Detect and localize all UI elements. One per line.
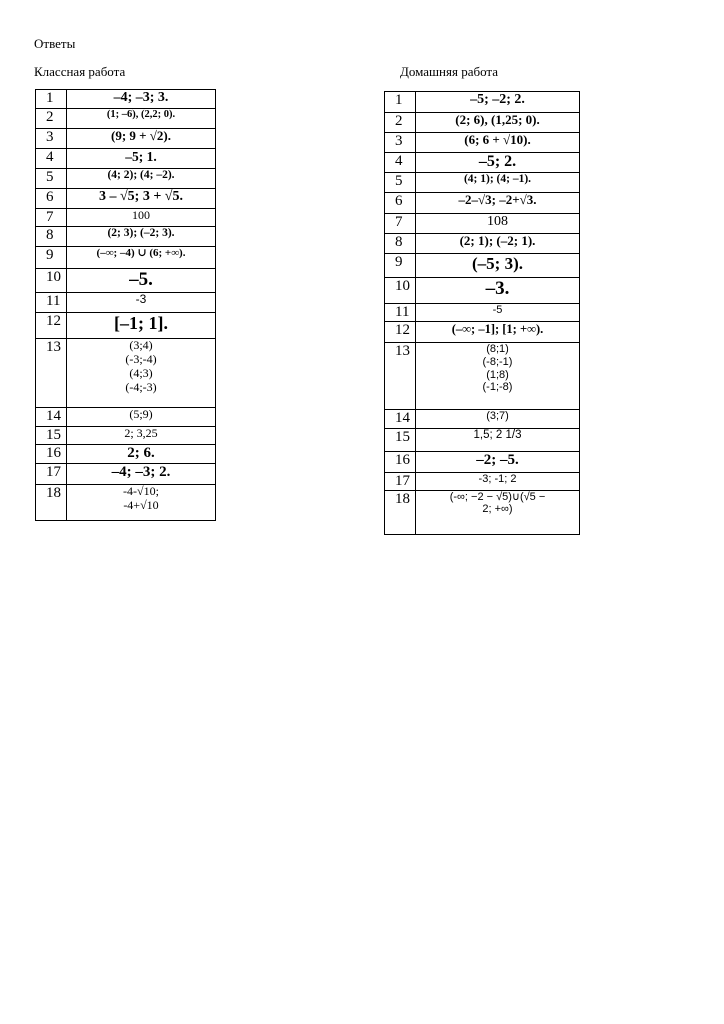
task-number: 8 (36, 227, 67, 247)
answer-cell (67, 209, 216, 227)
task-number: 5 (36, 169, 67, 189)
answer-line: 100 (132, 208, 150, 222)
task-number: 11 (385, 304, 416, 322)
classwork-row-2 (36, 109, 216, 129)
homework-row-12 (385, 322, 580, 343)
classwork-row-6 (36, 189, 216, 209)
answer-line: (4; 2); (4; –2). (107, 169, 175, 181)
task-number: 16 (36, 444, 67, 463)
answer-line: –2; –5. (476, 451, 519, 468)
answer-cell (416, 234, 580, 254)
answer-line: (2; 3); (–2; 3). (107, 227, 175, 240)
homework-row-1 (385, 92, 580, 113)
answer-cell (416, 214, 580, 234)
answer-line: (1; –6), (2,2; 0). (106, 109, 176, 120)
homework-row-7 (385, 214, 580, 234)
classwork-row-9 (36, 247, 216, 269)
task-number: 2 (36, 109, 67, 129)
task-number: 12 (385, 322, 416, 343)
task-number: 3 (36, 129, 67, 149)
answer-cell (416, 173, 580, 193)
classwork-row-4 (36, 149, 216, 169)
answer-line: 108 (487, 214, 508, 229)
homework-row-14 (385, 410, 580, 428)
task-number: 6 (36, 189, 67, 209)
answer-cell (67, 339, 216, 408)
answer-cell (67, 90, 216, 109)
classwork-row-15 (36, 426, 216, 444)
task-number: 10 (385, 278, 416, 304)
homework-heading: Домашняя работа (400, 64, 499, 79)
answer-cell (416, 428, 580, 451)
answer-line: 2; 3,25 (124, 425, 158, 440)
task-number: 7 (36, 209, 67, 227)
homework-row-13 (385, 343, 580, 410)
answer-cell (416, 254, 580, 278)
homework-row-6 (385, 193, 580, 214)
answer-cell (416, 92, 580, 113)
homework-row-2 (385, 113, 580, 133)
answer-cell (67, 426, 216, 444)
classwork-row-3 (36, 129, 216, 149)
answer-line: –5; –2; 2. (470, 92, 525, 107)
answer-cell (67, 293, 216, 313)
answer-line: -4+√10 (123, 497, 159, 512)
answer-cell (67, 484, 216, 520)
classwork-row-7 (36, 209, 216, 227)
task-number: 18 (36, 484, 67, 520)
answer-cell (67, 247, 216, 269)
answer-line: –5; 2. (478, 153, 517, 170)
task-number: 15 (385, 428, 416, 451)
answer-cell (416, 472, 580, 490)
homework-row-16 (385, 451, 580, 472)
classwork-row-1 (36, 90, 216, 109)
homework-row-17 (385, 472, 580, 490)
answer-cell (67, 227, 216, 247)
answer-line: (-3;-4) (125, 352, 157, 367)
homework-row-9 (385, 254, 580, 278)
answer-cell (67, 313, 216, 339)
answer-cell (416, 153, 580, 173)
answer-line: –5. (129, 269, 153, 291)
homework-row-5 (385, 173, 580, 193)
answer-line: (–∞; –1]; [1; +∞). (451, 322, 544, 337)
answer-cell (416, 343, 580, 410)
answer-line: 2; +∞) (482, 503, 513, 516)
task-number: 14 (36, 408, 67, 426)
answer-cell (67, 189, 216, 209)
task-number: 13 (36, 339, 67, 408)
classwork-heading: Классная работа (34, 64, 126, 79)
task-number: 14 (385, 410, 416, 428)
answer-line: 1,5; 2 1/3 (473, 428, 522, 441)
answer-line: (4; 1); (4; –1). (463, 173, 532, 185)
answer-line: (-∞; −2 − √5)∪(√5 − (449, 490, 546, 503)
answer-line: [–1; 1]. (114, 313, 168, 334)
homework-row-11 (385, 304, 580, 322)
task-number: 1 (385, 92, 416, 113)
answer-line: (3;4) (129, 338, 153, 353)
answer-cell (67, 149, 216, 169)
homework-answers-table (384, 91, 580, 535)
task-number: 17 (385, 472, 416, 490)
answer-line: 2; 6. (127, 444, 155, 461)
answer-cell (416, 410, 580, 428)
homework-row-10 (385, 278, 580, 304)
answer-line: –5; 1. (125, 149, 157, 164)
task-number: 13 (385, 343, 416, 410)
classwork-row-11 (36, 293, 216, 313)
classwork-row-12 (36, 313, 216, 339)
answer-line: (5;9) (129, 407, 153, 422)
task-number: 2 (385, 113, 416, 133)
classwork-row-10 (36, 269, 216, 293)
answer-line: (6; 6 + √10). (464, 132, 531, 147)
task-number: 11 (36, 293, 67, 313)
task-number: 7 (385, 214, 416, 234)
answer-cell (67, 169, 216, 189)
classwork-row-17 (36, 463, 216, 484)
page-title: Ответы (34, 36, 76, 51)
answer-cell (67, 463, 216, 484)
homework-row-8 (385, 234, 580, 254)
answer-line: (8;1) (486, 343, 509, 356)
answer-line: (3;7) (486, 410, 509, 423)
homework-row-15 (385, 428, 580, 451)
answer-line: –3. (485, 278, 510, 299)
classwork-answers-table (35, 89, 216, 521)
homework-row-4 (385, 153, 580, 173)
task-number: 5 (385, 173, 416, 193)
answer-line: -3 (135, 292, 147, 307)
task-number: 3 (385, 133, 416, 153)
task-number: 12 (36, 313, 67, 339)
homework-row-3 (385, 133, 580, 153)
answer-line: 3 – √5; 3 + √5. (98, 189, 183, 204)
classwork-row-14 (36, 408, 216, 426)
classwork-row-18 (36, 484, 216, 520)
task-number: 10 (36, 269, 67, 293)
answer-cell (67, 269, 216, 293)
answer-cell (67, 109, 216, 129)
answer-cell (416, 322, 580, 343)
answer-line: (-1;-8) (482, 381, 513, 394)
answer-line: (1;8) (486, 368, 509, 381)
answer-line: –4; –3; 3. (113, 90, 169, 105)
answer-cell (416, 133, 580, 153)
answer-line: (4;3) (129, 365, 153, 380)
answer-cell (67, 129, 216, 149)
answer-line: (2; 6), (1,25; 0). (455, 112, 540, 127)
answer-line: (–∞; –4) ∪ (6; +∞). (96, 247, 186, 260)
answer-line: -4-√10; (123, 483, 159, 498)
task-number: 9 (36, 247, 67, 269)
task-number: 17 (36, 463, 67, 484)
task-number: 16 (385, 451, 416, 472)
answer-cell (416, 304, 580, 322)
homework-row-18 (385, 490, 580, 534)
task-number: 4 (36, 149, 67, 169)
classwork-row-8 (36, 227, 216, 247)
answer-line: (-4;-3) (125, 379, 157, 394)
task-number: 1 (36, 90, 67, 109)
task-number: 8 (385, 234, 416, 254)
answer-cell (416, 113, 580, 133)
answer-line: -5 (492, 304, 503, 316)
answer-line: (2; 1); (–2; 1). (459, 233, 536, 248)
answer-cell (416, 451, 580, 472)
answer-cell (416, 278, 580, 304)
answer-line: (9; 9 + √2). (110, 128, 172, 143)
answer-cell (416, 490, 580, 534)
answer-line: –2–√3; –2+√3. (458, 192, 537, 207)
answer-cell (416, 193, 580, 214)
task-number: 6 (385, 193, 416, 214)
classwork-row-13 (36, 339, 216, 408)
answer-line: -3; -1; 2 (478, 472, 517, 485)
answer-line: (-8;-1) (482, 355, 513, 368)
task-number: 9 (385, 254, 416, 278)
task-number: 4 (385, 153, 416, 173)
answer-line: –4; –3; 2. (111, 463, 171, 480)
classwork-row-16 (36, 444, 216, 463)
answer-line: (–5; 3). (472, 254, 523, 273)
task-number: 15 (36, 426, 67, 444)
answer-cell (67, 408, 216, 426)
classwork-row-5 (36, 169, 216, 189)
task-number: 18 (385, 490, 416, 534)
answer-cell (67, 444, 216, 463)
